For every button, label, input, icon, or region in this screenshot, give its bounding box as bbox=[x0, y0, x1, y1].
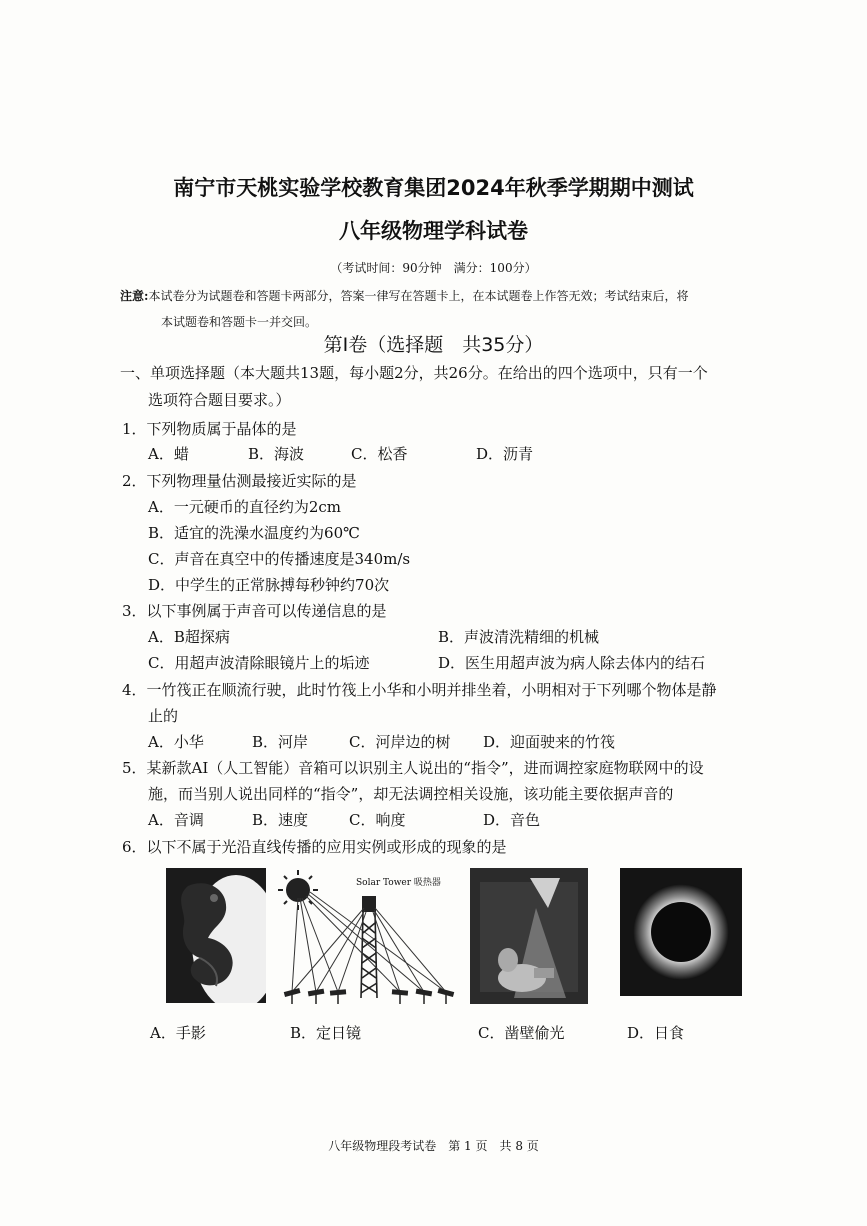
q5-option-a: A．音调 bbox=[148, 811, 204, 829]
q1-option-d: D．沥青 bbox=[476, 445, 534, 463]
q2-option-b: B．适宜的洗澡水温度约为60℃ bbox=[148, 524, 360, 542]
question-1-stem: 1．下列物质属于晶体的是 bbox=[122, 420, 297, 438]
q6-option-c: C．凿壁偷光 bbox=[478, 1024, 565, 1042]
question-2-stem: 2．下列物理量估测最接近实际的是 bbox=[122, 472, 357, 490]
solar-eclipse-image bbox=[620, 868, 742, 996]
q4-option-c: C．河岸边的树 bbox=[349, 733, 451, 751]
q3-option-b: B．声波清洗精细的机械 bbox=[438, 628, 600, 646]
question-5-stem-line-1: 5．某新款AI（人工智能）音箱可以识别主人说出的“指令”，进而调控家庭物联网中的设 bbox=[122, 759, 704, 777]
question-3-stem: 3．以下事例属于声音可以传递信息的是 bbox=[122, 602, 387, 620]
q6-option-b: B．定日镜 bbox=[290, 1024, 362, 1042]
hand-shadow-image bbox=[166, 868, 266, 1003]
q4-option-d: D．迎面驶来的竹筏 bbox=[483, 733, 616, 751]
chisel-wall-light-image bbox=[470, 868, 588, 1004]
section-instruction-1: 一、单项选择题（本大题共13题，每小题2分，共26分。在给出的四个选项中，只有一个 bbox=[120, 364, 708, 382]
q5-option-d: D．音色 bbox=[483, 811, 541, 829]
heliostat-diagram bbox=[276, 868, 462, 1008]
q6-option-a: A．手影 bbox=[150, 1024, 206, 1042]
exam-subtitle: 八年级物理学科试卷 bbox=[339, 219, 528, 243]
question-4-stem-line-2: 止的 bbox=[148, 707, 179, 725]
tower-label: Solar Tower 吸热器 bbox=[356, 878, 441, 888]
q5-option-c: C．响度 bbox=[349, 811, 406, 829]
q6-option-d: D．日食 bbox=[627, 1024, 685, 1042]
q3-option-c: C．用超声波清除眼镜片上的垢迹 bbox=[148, 654, 370, 672]
section-instruction-2: 选项符合题目要求。） bbox=[148, 391, 291, 409]
exam-title: 南宁市天桃实验学校教育集团2024年秋季学期期中测试 bbox=[173, 176, 694, 200]
question-5-stem-line-2: 施，而当别人说出同样的“指令”，却无法调控相关设施，该功能主要依据声音的 bbox=[148, 785, 674, 803]
note-line-2: 本试题卷和答题卡一并交回。 bbox=[161, 315, 318, 329]
q2-option-c: C．声音在真空中的传播速度是340m/s bbox=[148, 550, 411, 568]
note-line-1 bbox=[120, 287, 688, 304]
q5-option-b: B．速度 bbox=[252, 811, 309, 829]
q4-option-a: A．小华 bbox=[148, 733, 204, 751]
page-footer: 八年级物理段考试卷 第 1 页 共 8 页 bbox=[328, 1139, 539, 1153]
q3-option-d: D．医生用超声波为病人除去体内的结石 bbox=[438, 654, 706, 672]
q1-option-c: C．松香 bbox=[351, 445, 408, 463]
q4-option-b: B．河岸 bbox=[252, 733, 309, 751]
exam-info: （考试时间：90分钟 满分：100分） bbox=[330, 261, 537, 275]
note-text-1: 本试卷分为试题卷和答题卡两部分，答案一律写在答题卡上，在本试题卷上作答无效；考试结束后，将 bbox=[148, 289, 689, 303]
q2-option-d: D．中学生的正常脉搏每秒钟约70次 bbox=[148, 576, 390, 594]
question-6-stem: 6．以下不属于光沿直线传播的应用实例或形成的现象的是 bbox=[122, 838, 507, 856]
section-title: 第Ⅰ卷（选择题 共35分） bbox=[323, 334, 544, 356]
note-label: 注意: bbox=[120, 289, 149, 303]
question-4-stem-line-1: 4．一竹筏正在顺流行驶，此时竹筏上小华和小明并排坐着，小明相对于下列哪个物体是静 bbox=[122, 681, 717, 699]
q2-option-a: A．一元硬币的直径约为2cm bbox=[148, 498, 342, 516]
q3-option-a: A．B超探病 bbox=[148, 628, 230, 646]
q1-option-a: A．蜡 bbox=[148, 445, 189, 463]
q1-option-b: B．海波 bbox=[248, 445, 305, 463]
